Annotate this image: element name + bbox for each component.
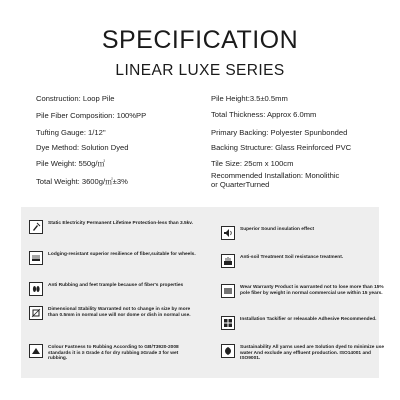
feature-text: Wear Warranty Product is warranted not to lose more than 15% pole fiber by weight in normal commercial use within 15 years.: [240, 285, 384, 296]
feature-text: Colour Fastness to Rubbing According to GB/T3920-2008 standards it is ≥ Grade 4 for dry rubbing ≥Grade 3 for wet rubbing.: [48, 345, 179, 362]
static-electricity-icon: [29, 220, 43, 234]
spec-construction: Construction: Loop Pile: [36, 94, 115, 103]
feature-text: Anti-soil Treatment Soil resistance treatment.: [240, 255, 344, 260]
spec-tile-size: Tile Size: 25cm x 100cm: [211, 159, 294, 168]
feature-text: Installation Tackifier or releasable Adhesive Recommended.: [240, 317, 377, 322]
spec-pile-height: Pile Height:3.5±0.5mm: [211, 94, 288, 103]
color-fastness-icon: [29, 344, 43, 358]
anti-soil-icon: [221, 254, 235, 268]
feature-text: Sustainability All yarns used are Solution dyed to minimize use water And exclude any effluent production. ISO14001 and ISO9001.: [240, 345, 385, 362]
spec-tufting-gauge: Tufting Gauge: 1/12'': [36, 128, 106, 137]
dimensional-stability-icon: [29, 306, 43, 320]
sustainability-icon: [221, 344, 235, 358]
feature-text: Anti Rubbing and feet trample because of fiber's properties: [48, 283, 184, 288]
series-subtitle: LINEAR LUXE SERIES: [115, 62, 285, 79]
wheel-icon: [29, 251, 43, 265]
spec-total-weight: Total Weight: 3600g/㎡±3%: [36, 177, 128, 186]
spec-recommended-installation: Recommended Installation: Monolithic or QuarterTurned: [211, 171, 340, 189]
spec-dye-method: Dye Method: Solution Dyed: [36, 143, 129, 152]
spec-list: [36, 94, 386, 194]
feature-text: Dimensional Stability Warranted not to change in size by more than 0.5mm in normal use will nor dome or dish in normal use.: [48, 307, 191, 318]
page-title: SPECIFICATION: [101, 26, 299, 54]
wear-warranty-icon: [221, 284, 235, 298]
spec-backing-structure: Backing Structure: Glass Reinforced PVC: [211, 143, 352, 152]
installation-icon: [221, 316, 235, 330]
sound-insulation-icon: [221, 226, 235, 240]
feature-text: Superior Sound insulation effect: [240, 227, 315, 232]
anti-rubbing-icon: [29, 282, 43, 296]
feature-text: Lodging-resistant superior resilience of fiber,suitable for wheels.: [48, 252, 196, 257]
spec-primary-backing: Primary Backing: Polyester Spunbonded: [211, 128, 348, 137]
feature-text: Static Electricity Permanent Lifetime Protection-less than 3.5kv.: [48, 221, 193, 226]
spec-pile-fiber: Pile Fiber Composition: 100%PP: [36, 111, 147, 120]
spec-total-thickness: Total Thickness: Approx 6.0mm: [211, 110, 317, 119]
features-panel: [21, 207, 385, 378]
spec-pile-weight: Pile Weight: 550g/㎡: [36, 159, 106, 168]
